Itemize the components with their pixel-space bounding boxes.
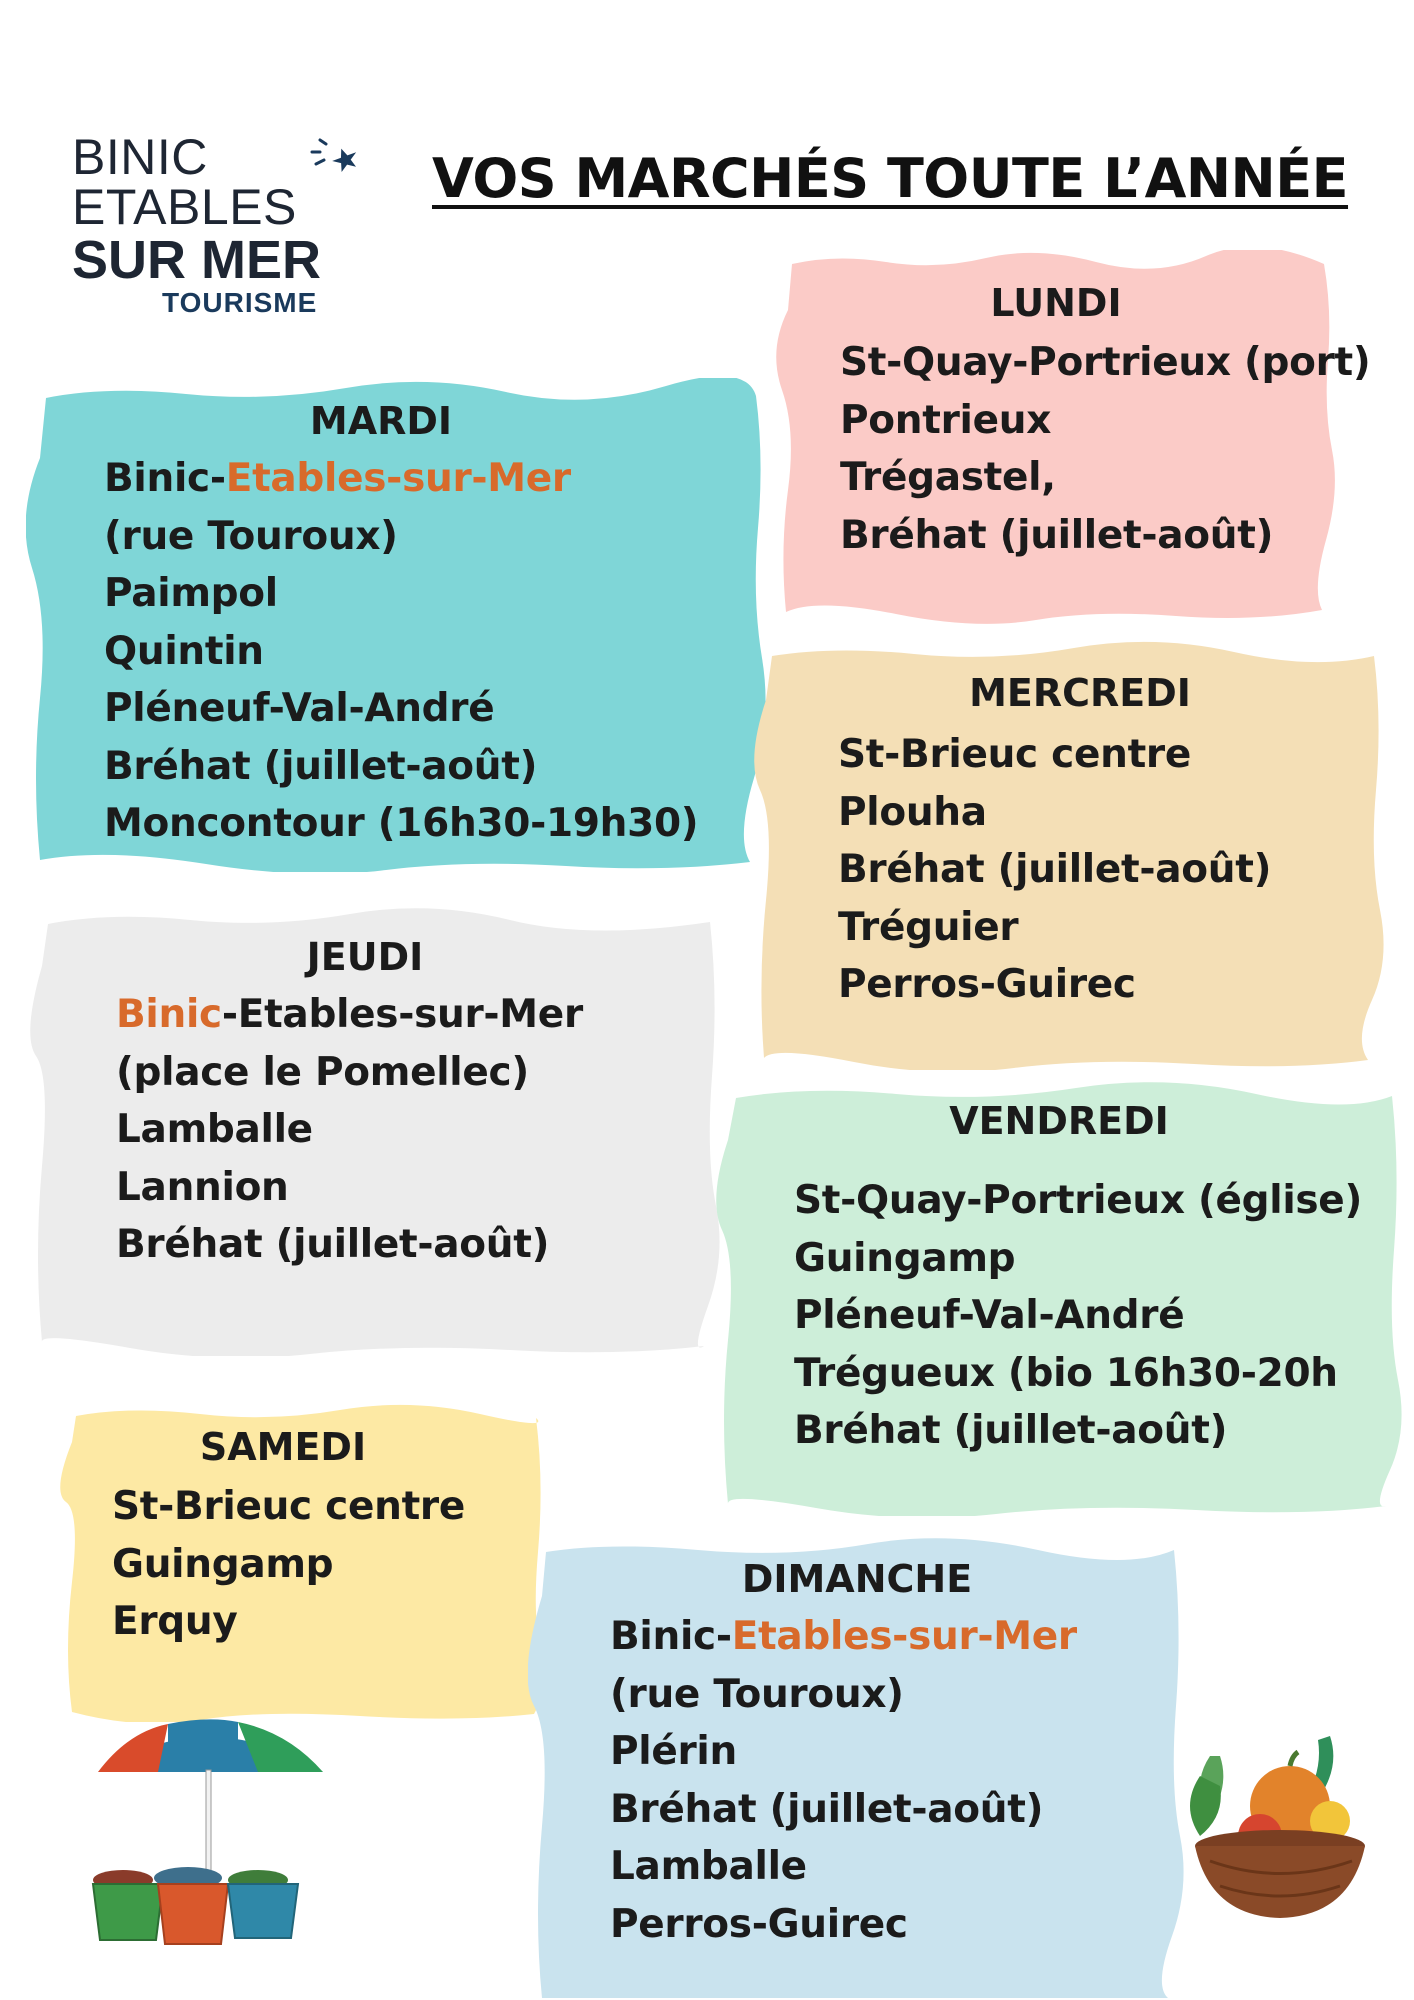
logo-line-tourisme: TOURISME (162, 287, 318, 318)
day-title-mardi: MARDI (309, 399, 453, 443)
market-list-mercredi (838, 726, 1271, 1014)
market-item-part: Binic- (104, 456, 226, 501)
market-item-highlight: Etables-sur-Mer (731, 1614, 1077, 1659)
market-item: St-Brieuc centre (838, 732, 1192, 777)
day-title-jeudi: JEUDI (306, 935, 424, 979)
market-list-jeudi (116, 986, 583, 1274)
card-vendredi (716, 1080, 1402, 1516)
market-item: Lannion (116, 1164, 289, 1210)
market-item: Trégastel, (840, 455, 1056, 500)
stars-icon (306, 134, 366, 178)
market-item: Bréhat (juillet-août) (104, 743, 538, 789)
market-item-binic (116, 986, 583, 1044)
market-item-highlight: Binic (116, 992, 222, 1037)
card-mardi (26, 378, 766, 872)
day-title-mercredi: MERCREDI (969, 671, 1191, 715)
market-item: Plouha (838, 789, 987, 835)
day-title-lundi: LUNDI (990, 281, 1122, 325)
card-samedi (60, 1402, 546, 1722)
market-item: Guingamp (794, 1235, 1016, 1281)
market-list-vendredi (794, 1172, 1362, 1460)
logo-line-binic: BINIC (72, 129, 208, 185)
market-item: Bréhat (juillet-août) (838, 847, 1272, 892)
market-item: (place le Pomellec) (116, 1049, 529, 1095)
market-item-part: Binic- (610, 1614, 732, 1659)
market-item-location: (rue Touroux) (104, 513, 398, 559)
vegetable-basket-icon (1180, 1726, 1380, 1926)
market-item: St-Brieuc centre (112, 1484, 466, 1529)
market-item: Bréhat (juillet-août) (794, 1408, 1228, 1453)
market-item-highlight: Etables-sur-Mer (225, 456, 571, 501)
page-title: VOS MARCHÉS TOUTE L’ANNÉE (432, 147, 1349, 210)
market-item-part: -Etables-sur-Mer (221, 992, 583, 1037)
market-item: Bréhat (juillet-août) (840, 512, 1274, 558)
market-item: St-Quay-Portrieux (port) (840, 340, 1371, 385)
market-item: Lamballe (116, 1107, 313, 1152)
market-item-binic (610, 1608, 1077, 1666)
card-dimanche (528, 1536, 1186, 2000)
card-jeudi (30, 906, 720, 1356)
market-list-dimanche (610, 1608, 1077, 1953)
market-list-samedi (112, 1478, 465, 1651)
market-list-mardi (104, 450, 698, 853)
market-item: Erquy (112, 1599, 238, 1644)
market-stall-umbrella-icon (88, 1712, 338, 1952)
tourism-logo (72, 129, 372, 318)
market-item: Plérin (610, 1729, 737, 1774)
market-list-lundi (840, 334, 1370, 564)
market-item: Trégueux (bio 16h30-20h (794, 1350, 1338, 1396)
logo-line-sur-mer: SUR MER (72, 230, 322, 290)
logo-line-etables: ETABLES (72, 179, 297, 235)
market-item-binic (104, 450, 698, 508)
market-item: Guingamp (112, 1541, 334, 1587)
market-item: Lamballe (610, 1844, 807, 1889)
market-item: Tréguier (838, 904, 1019, 950)
card-lundi (776, 250, 1371, 626)
card-mercredi (754, 640, 1386, 1070)
market-item: Bréhat (juillet-août) (116, 1222, 550, 1267)
market-item: Quintin (104, 628, 264, 674)
market-item: St-Quay-Portrieux (église) (794, 1178, 1362, 1223)
market-item: Pléneuf-Val-André (104, 686, 495, 731)
market-item: Perros-Guirec (610, 1901, 908, 1947)
market-item: Pléneuf-Val-André (794, 1293, 1185, 1338)
day-title-vendredi: VENDREDI (949, 1099, 1169, 1143)
market-item-location: (rue Touroux) (610, 1671, 904, 1717)
day-title-dimanche: DIMANCHE (741, 1557, 973, 1601)
market-item: Pontrieux (840, 397, 1052, 443)
market-item: Bréhat (juillet-août) (610, 1786, 1044, 1832)
market-item: Moncontour (16h30-19h30) (104, 801, 699, 846)
day-title-samedi: SAMEDI (199, 1425, 367, 1469)
market-item: Perros-Guirec (838, 962, 1136, 1007)
market-item: Paimpol (104, 571, 278, 616)
